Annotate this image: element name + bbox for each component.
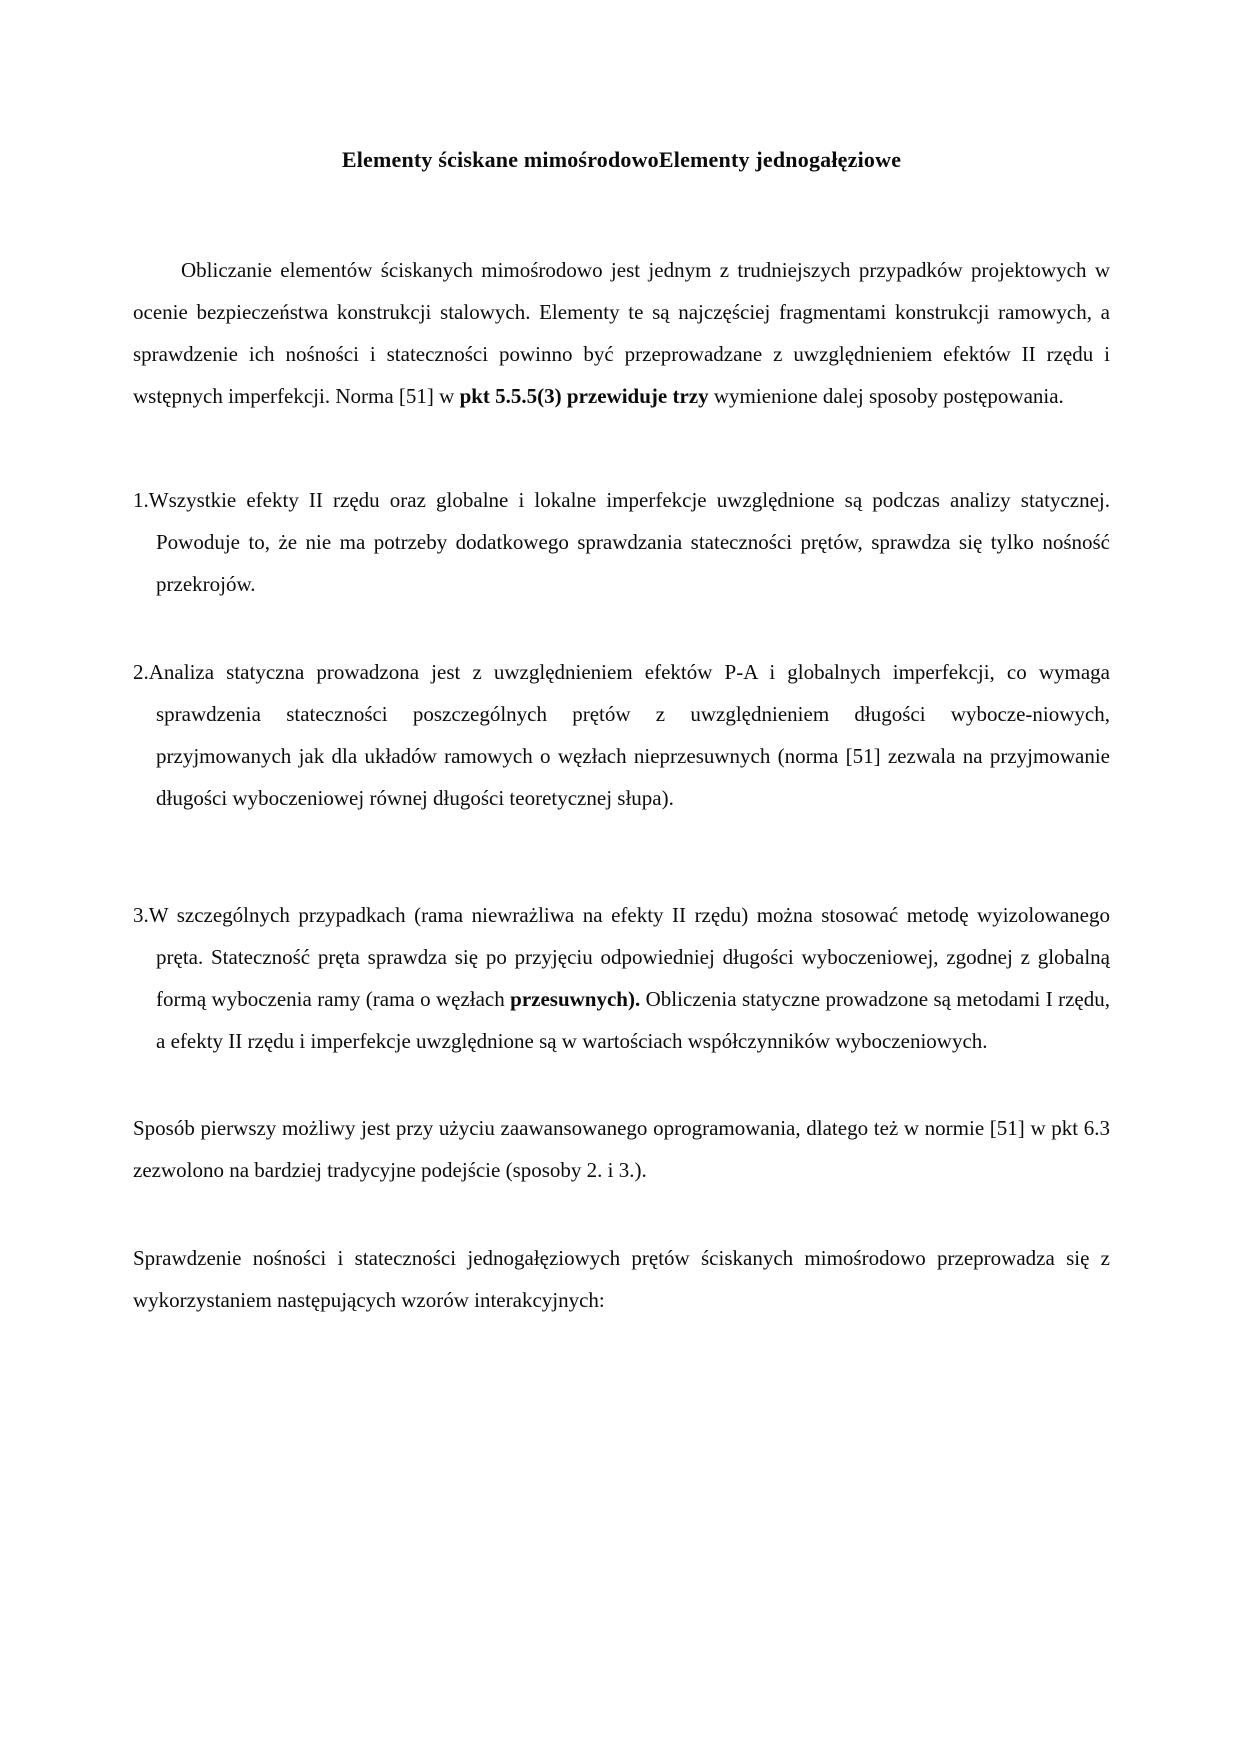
- intro-text-start: Obliczanie elementów ściskanych mimośrodowo jest jednym z trudniejszych przypadków projektowych w ocenie bezpieczeństwa konstrukcji stalowych. Elementy te są najczęściej fragmentami konstrukcji ramowych, a sprawdzenie ich nośności i stateczności powinno być przeprowadzane z uwzględnieniem efektów II rzędu i wstępnych imperfekcji. Norma [51] w: [133, 258, 1110, 408]
- list-item-1-number: 1.: [133, 488, 149, 512]
- list-item-3-text-bold: przesuwnych).: [510, 987, 641, 1011]
- intro-text-bold: pkt 5.5.5(3) przewiduje trzy: [459, 384, 709, 408]
- intro-text-end: wymienione dalej sposoby postępowania.: [708, 384, 1064, 408]
- list-item-2: [133, 651, 1110, 819]
- list-item-2-text: Analiza statyczna prowadzona jest z uwzględnieniem efektów P-A i globalnych imperfekcji, co wymaga sprawdzenia stateczności poszczególnych prętów z uwzględnieniem długości wybocze-niowych, przyjmowanych jak dla układów ramowych o węzłach nieprzesuwnych (norma [51] zezwala na przyjmowanie długości wyboczeniowej równej długości teoretycznej słupa).: [148, 660, 1110, 810]
- page-title: Elementy ściskane mimośrodowoElementy jednogałęziowe: [341, 147, 902, 172]
- intro-paragraph: [133, 249, 1110, 417]
- list-item-3-number: 3.: [133, 903, 149, 927]
- list-item-1: [133, 479, 1110, 605]
- list-item-3: [133, 894, 1110, 1062]
- closing-paragraph-1: Sposób pierwszy możliwy jest przy użyciu zaawansowanego oprogramowania, dlatego też w normie [51] w pkt 6.3 zezwolono na bardziej tradycyjne podejście (sposoby 2. i 3.).: [133, 1116, 1110, 1182]
- closing-paragraph-2: Sprawdzenie nośności i stateczności jednogałęziowych prętów ściskanych mimośrodowo przeprowadza się z wykorzystaniem następujących wzorów interakcyjnych:: [133, 1246, 1110, 1312]
- list-item-2-number: 2.: [133, 660, 149, 684]
- list-item-1-text: Wszystkie efekty II rzędu oraz globalne i lokalne imperfekcje uwzględnione są podczas analizy statycznej. Powoduje to, że nie ma potrzeby dodatkowego sprawdzania stateczności prętów, sprawdza się tylko nośność przekrojów.: [148, 488, 1110, 596]
- list-item-3-text-end: Obliczenia statyczne prowadzone są metodami I rzędu, a efekty II rzędu i imperfekcje uwzględnione są w wartościach współczynników wyboczeniowych.: [156, 987, 1110, 1053]
- list-item-3-text-start: W szczególnych przypadkach (rama niewrażliwa na efekty II rzędu) można stosować metodę wyizolowanego pręta. Stateczność pręta sprawdza się po przyjęciu odpowiedniej długości wyboczeniowej, zgodnej z globalną formą wyboczenia ramy (rama o węzłach: [148, 903, 1110, 1011]
